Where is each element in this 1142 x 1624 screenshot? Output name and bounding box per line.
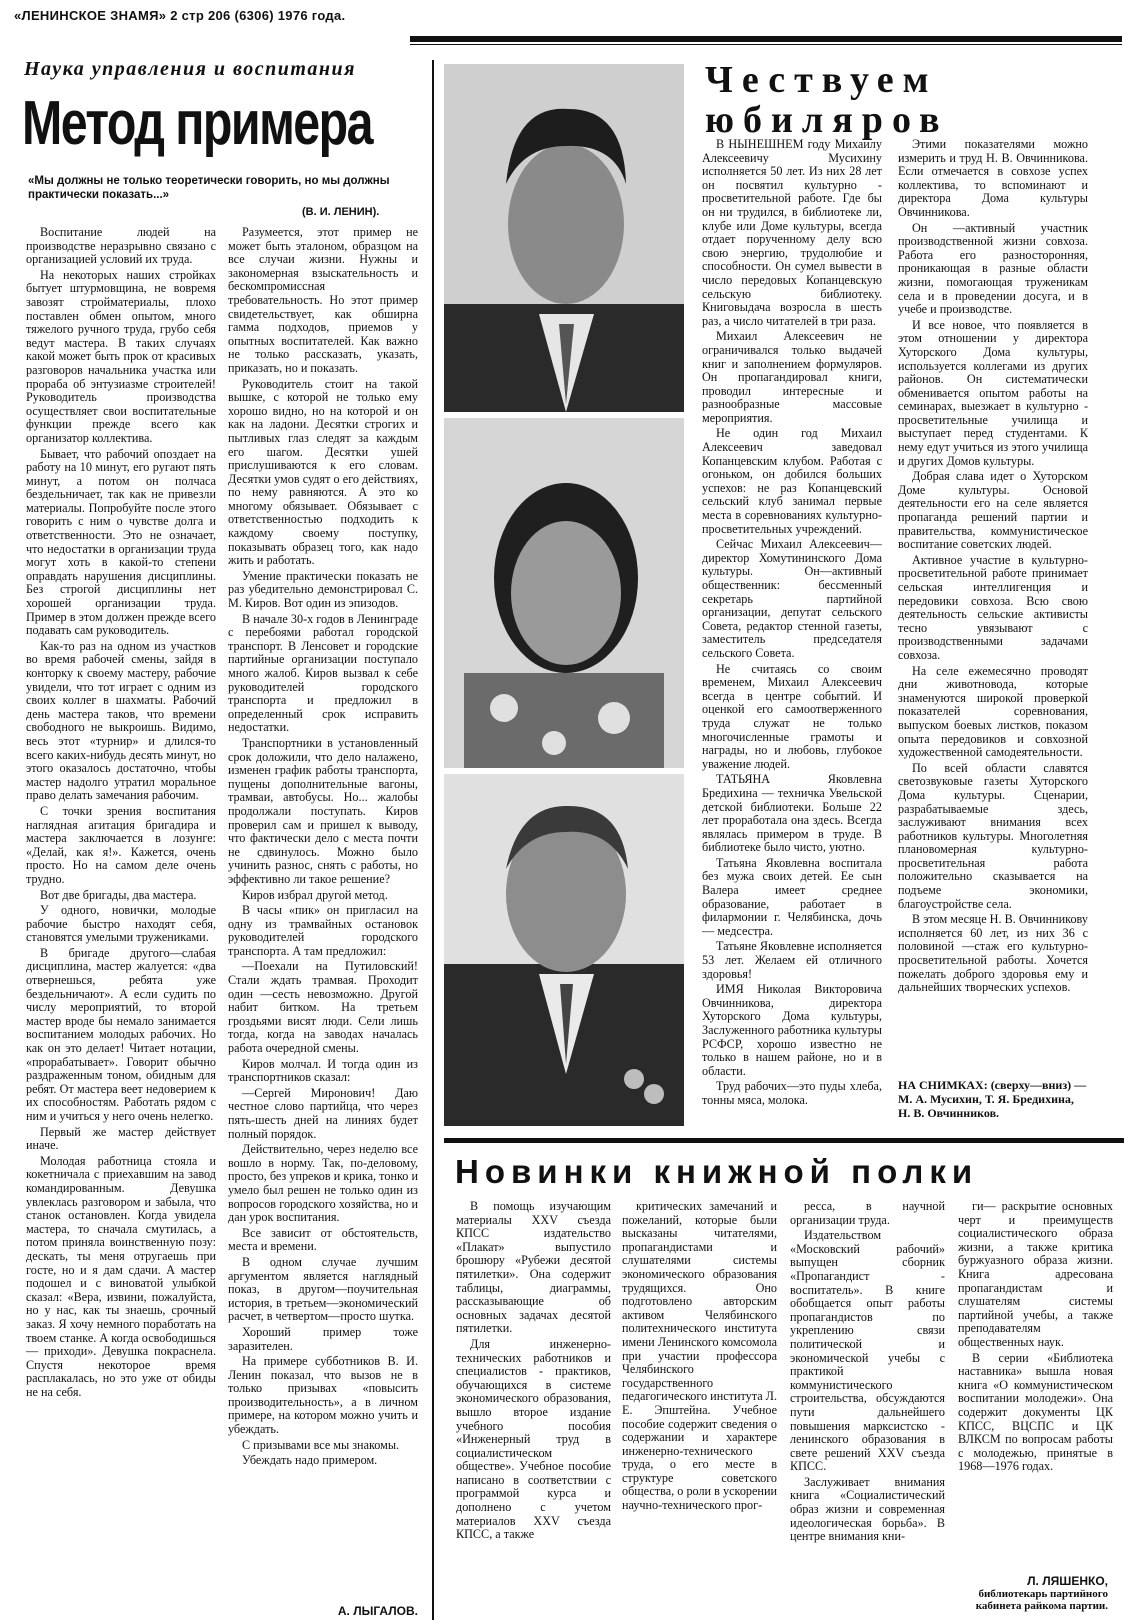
paragraph: Он —активный участник производственной жизни совхоза. Работа его разносторонняя, проникающая в разные области жизни, помогающая труженикам села и в проведении досуга, и в учебе и производстве. [898, 220, 1088, 317]
paragraph: Киров молчал. И тогда один из транспортников сказал: [228, 1056, 418, 1085]
paragraph: В помощь изучающим материалы XXV съезда КПСС издательство «Плакат» выпустило брошюру «Рубежи десятой пятилетки». Она содержит таблицы, диаграммы, рассказывающие об основных задачах десятой пятилетки. [456, 1200, 611, 1336]
books-signature-role: библиотекарь партийного кабинета райкома партии. [975, 1588, 1108, 1612]
paragraph: ресса, в научной организации труда. [790, 1200, 945, 1227]
jubilee-col1 [702, 138, 882, 1128]
paragraph: Для инженерно-технических работников и специалистов - практиков, обучающихся в системе экономического образования, вышло второе издание учебного пособия «Инженерный труд в социалистическом обществе». Учебное пособие написано в соответствии с программой курса и дополнено с учетом материалов XXV съезда КПСС, а также [456, 1336, 611, 1542]
paragraph: В НЫНЕШНЕМ году Михаилу Алексеевичу Мусихину исполняется 50 лет. Из них 28 лет он посвятил культурно - просветительной работе. Где бы он ни трудился, в библиотеке ли, клубе или Доме культуры, всегда отдает порученному делу всю свою энергию, трудолюбие и способности. Он сумел вывести в число передовых Копанцевскую сельскую библиотеку. Книговыдача возросла в шесть раз, а число читателей в три раза. [702, 138, 882, 328]
epigraph: «Мы должны не только теоретически говорить, но мы должны практически показать...» [28, 175, 390, 201]
paragraph: Как-то раз на одном из участков во время рабочей смены, зайдя в конторку к своему мастеру, рабочие увидели, что тот играет с одним из своих коллег в шахматы. Рабочий день мастера таков, что времени свободного не выкроишь. Видимо, весь этот «турнир» и длился-то всего каких-нибудь десять минут, но этого оказалось достаточно, чтобы мастер надолго утратил моральное право делать замечания рабочим. [26, 638, 216, 803]
photo-ovchinnikov [444, 774, 684, 1126]
paragraph: ТАТЬЯНА Яковлевна Бредихина — техничка Увельской детской библиотеки. Больше 22 лет проработала она здесь. Всегда являлась примером в труде. В библиотеке было чисто, уютно. [702, 772, 882, 855]
paragraph: Хороший пример тоже заразителен. [228, 1324, 418, 1353]
left-signature: А. ЛЫГАЛОВ. [337, 1604, 418, 1618]
paragraph: В часы «пик» он пригласил на одну из трамвайных остановок руководителей городского транспорта. А там предложил: [228, 903, 418, 958]
paragraph: В бригаде другого—слабая дисциплина, мастер жалуется: «два отвернешься, ребята уже бездельничают». А если судить по числу мероприятий, то второй мастер вроде бы немало занимается воспитанием молодых рабочих. Но как он это делает! Читает нотации, «прорабатывает». Говорит обычно раздраженным тоном, обидным для ребят. От мастера веет недоверием к их способностям. Работать рядом с ним и учиться у него очень нелегко. [26, 945, 216, 1123]
paragraph: В этом месяце Н. В. Овчинникову исполняется 60 лет, из них 36 с половиной —стаж его культурно-просветительной работы. Хочется пожелать доброго здоровья ему и дальнейших творческих успехов. [898, 912, 1088, 995]
photo-caption: НА СНИМКАХ: (сверху—вниз) — М. А. Мусихин, Т. Я. Бредихина, Н. В. Овчинников. [898, 1078, 1087, 1120]
paragraph: Татьяне Яковлевне исполняется 53 лет. Желаем ей отличного здоровья! [702, 939, 882, 981]
article-title: Метод примера [22, 89, 372, 158]
books-title: Новинки книжной полки [455, 1153, 979, 1190]
paragraph: Руководитель стоит на такой вышке, с которой не только ему хорошо видно, но на которой и он как на ладони. Десятки строгих и пытливых глаз следят за каждым его шагом. Десятки ушей прислушиваются к его словам. Десятки умов судят о его действиях, по нему равняются. А это ко многому обязывает. Обязывает с ответственностью подходить к каждому своему поступку, показывать образец того, как надо жить и работать. [228, 376, 418, 568]
paragraph: Разумеется, этот пример не может быть эталоном, образцом на все случаи жизни. Нужны и закономерная взыскательность и бескомпромиссная требовательность. Но этот пример свидетельствует, как обширна гамма подходов, приемов у опытных воспитателей. Как важно не только рассказать, указать, приказать, но и показать. [228, 226, 418, 375]
paragraph: Активное участие в культурно-просветительной работе принимает сельская интеллигенция и передовики совхоза. Всю свою деятельность сельские активисты тесно увязывают с производственными задачами совхоза. [898, 552, 1088, 662]
masthead: «ЛЕНИНСКОЕ ЗНАМЯ» 2 стр 206 (6306) 1976 года. [14, 8, 346, 23]
paragraph: Киров избрал другой метод. [242, 887, 388, 902]
paragraph: Не один год Михаил Алексеевич заведовал Копанцевским клубом. Работая с огоньком, он добился больших успехов: не раз Копанцевский сельский клуб занимал первые места в соревнованиях культурно-просветительных учреждений. [702, 426, 882, 536]
paragraph: Первый же мастер действует иначе. [26, 1124, 216, 1153]
rubric: Наука управления и воспитания [24, 58, 356, 80]
left-article-col1 [26, 226, 216, 1606]
vertical-rule [432, 60, 434, 1620]
paragraph: И все новое, что появляется в этом отношении у директора Хуторского Дома культуры, используется коллегами из других районов. Он систематически обменивается опытом работы на семинарах, выезжает в культурно - просветительные училища и выступает перед студентами. К нему едут учиться из этого училища и других Домов культуры. [898, 317, 1088, 468]
paragraph: С точки зрения воспитания наглядная агитация бригадира и мастера заключается в лозунге: «Делай, как я!». Кажется, очень просто. Но на самом деле очень трудно. [26, 803, 216, 886]
paragraph: Транспортники в установленный срок доложили, что дело налажено, изменен график работы транспорта, пущены дополнительные вагоны, трамваи, автобусы. Но... жалобы продолжали поступать. Киров проверил сам и пришел к выводу, что фактически дело с места почти не сдвинулось. Можно было учинить разнос, снять с работы, но эффективно ли такое решение? [228, 735, 418, 886]
books-col3 [790, 1200, 945, 1618]
paragraph: Убеждать надо примером. [242, 1453, 378, 1468]
top-rule-thin [410, 44, 1122, 45]
paragraph: Вот две бригады, два мастера. [40, 887, 197, 902]
section-rule [444, 1138, 1124, 1143]
paragraph: —Поехали на Путиловский! Стали ждать трамвая. Проходит один —сесть невозможно. Другой набит битком. На третьем гроздьями висят люди. Сели лишь тогда, когда на заводах началась работа очередной смены. [228, 959, 418, 1056]
paragraph: Не считаясь со своим временем, Михаил Алексеевич всегда в центре событий. И оценкой его самоотверженного труда служат не только многочисленные грамоты и награды, но и любовь, глубокое уважение людей. [702, 661, 882, 771]
paragraph: С призывами все мы знакомы. [242, 1437, 400, 1452]
paragraph: На примере субботников В. И. Ленин показал, что вызов не в только призывах «повысить производительность», а в личном примере, на котором можно учить и убеждать. [228, 1354, 418, 1437]
jubilee-title: Чествуем юбиляров [705, 59, 949, 141]
paragraph: ИМЯ Николая Викторовича Овчинникова, директора Хуторского Дома культуры, Заслуженного работника культуры РСФСР, хорошо известно не только в нашем районе, но и в области. [702, 982, 882, 1078]
paragraph: Бывает, что рабочий опоздает на работу на 10 минут, его ругают пять минут, а потом он полчаса бездельничает, так как не привезли материалы. Попробуйте после этого говорить с ним о чувстве долга и ответственности. Это не означает, что недостатки в организации труда могут хоть в какой-то степени оправдать нарушения дисциплины. Без строгой дисциплины нет хорошей организации труда. Пример в этом должен прежде всего подавать сам руководитель. [26, 446, 216, 638]
paragraph: Все зависит от обстоятельств, места и времени. [228, 1225, 418, 1254]
books-col2 [622, 1200, 777, 1618]
left-article-col2 [228, 226, 418, 1598]
paragraph: На селе ежемесячно проводят дни животновода, которые знаменуются широкой проверкой показателей соревнования, выпуском боевых листков, показом опыта передовиков и совхозной художественной самодеятельности. [898, 663, 1088, 760]
paragraph: Действительно, через неделю все вошло в норму. Так, по-деловому, просто, без упреков и крика, тонко и умело был решен не только один из вопросов городского хозяйства, но и дан урок воспитания. [228, 1142, 418, 1225]
paragraph: Михаил Алексеевич не ограничивался только выдачей книг и заполнением формуляров. Он пропагандировал книги, проводил интересные и разнообразные массовые мероприятия. [702, 329, 882, 425]
jubilee-col2 [898, 138, 1088, 1078]
paragraph: Заслуживает внимания книга «Социалистический образ жизни и современная идеологическая борьба». В центре внимания кни- [790, 1474, 945, 1544]
paragraph: Умение практически показать не раз убедительно демонстрировал С. М. Киров. Вот один из эпизодов. [228, 568, 418, 611]
paragraph: В серии «Библиотека наставника» вышла новая книга «О коммунистическом воспитании молодежи». Она содержит документы ЦК КПСС, ВЦСПС и ЦК ВЛКСМ по вопросам работы с молодежью, принятые в 1968—1976 годах. [958, 1350, 1113, 1474]
books-col4 [958, 1200, 1113, 1570]
paragraph: критических замечаний и пожеланий, которые были высказаны читателями, пропагандистами и слушателями системы экономического образования трудящихся. Оно подготовлено авторским активом Челябинского политехнического института имени Ленинского комсомола при участии профессора Челябинского государственного педагогического института Л. Е. Эпштейна. Учебное пособие содержит сведения о содержании и характере инженерно-технического труда, о его месте в структуре советского общества, о роли в ускорении научно-технического прог- [622, 1200, 777, 1513]
paragraph: Издательством «Московский рабочий» выпущен сборник «Пропагандист - воспитатель». В книге обобщается опыт работы пропагандистов по укреплению связи политической и экономической учебы с практикой коммунистического строительства, обсуждаются пути дальнейшего повышения марксистско - ленинского образования в свете решений XXV съезда КПСС. [790, 1228, 945, 1474]
books-signature: Л. ЛЯШЕНКО, [1027, 1574, 1108, 1588]
top-rule [410, 36, 1122, 42]
paragraph: ги— раскрытие основных черт и преимуществ социалистического образа жизни, а также критика буржуазного образа жизни. Книга адресована пропагандистам и слушателям системы партийной учебы, а также преподавателям общественных наук. [958, 1200, 1113, 1349]
paragraph: На некоторых наших стройках бытует штурмовщина, не вовремя завозят стройматериалы, плохо поставлен обмен опытом, много тяжелого ручного труда, грубо себя ведут мастера. В таких случаях какой может быть прок от красивых разговоров начальника участка или прораба об энтузиазме строителей! Руководитель производства осуществляет свои воспитательные функции прежде всего как организатор коллектива. [26, 267, 216, 445]
epigraph-source: (В. И. ЛЕНИН). [302, 206, 380, 218]
photo-bredikhina [444, 418, 684, 768]
paragraph: В одном случае лучшим аргументом является наглядный показ, в другом—поучительная история, в третьем—экономический расчет, в четвертом—просто шутка. [228, 1254, 418, 1324]
books-col1 [456, 1200, 611, 1618]
paragraph: —Сергей Миронович! Даю честное слово партийца, что через пять-шесть дней на линиях будет полный порядок. [228, 1085, 418, 1141]
paragraph: Этими показателями можно измерить и труд Н. В. Овчинникова. Если отмечается в совхозе успех коллектива, то вспоминают и директора Дома культуры Овчинникова. [898, 138, 1088, 219]
paragraph: В начале 30-х годов в Ленинграде с перебоями работал городской транспорт. В Ленсовет и городские партийные организации поступало много жалоб. Киров вызвал к себе руководителей городского транспорта и предложил в определенный срок исправить недостатки. [228, 611, 418, 735]
paragraph: Сейчас Михаил Алексеевич—директор Хомутининского Дома культуры. Он—активный общественник: бессменный секретарь партийной организации, депутат сельского Совета, редактор стенной газеты, заместитель председателя сельского Совета. [702, 537, 882, 660]
paragraph: Труд рабочих—это пуды хлеба, тонны мяса, молока. [702, 1079, 882, 1107]
paragraph: Воспитание людей на производстве неразрывно связано с организацией условий их труда. [26, 226, 216, 267]
paragraph: Добрая слава идет о Хуторском Доме культуры. Основой деятельности его на селе является пропаганда решений партии и правительства, коммунистическое воспитание советских людей. [898, 469, 1088, 552]
photo-musikhin [444, 64, 684, 412]
paragraph: Татьяна Яковлевна воспитала без мужа своих детей. Ее сын Валера имеет среднее образование, работает в филармонии г. Челябинска, дочь — медсестра. [702, 855, 882, 938]
paragraph: У одного, новички, молодые рабочие быстро находят себя, становятся умелыми тружениками. [26, 903, 216, 945]
paragraph: По всей области славятся светозвуковые газеты Хуторского Дома культуры. Сценарии, разрабатываемые здесь, заслуживают внимания всех работников культуры. Многолетняя плановомерная культурно-просветительная работа положительно сказывается на подъеме экономики, благоустройстве села. [898, 760, 1088, 911]
paragraph: Молодая работница стояла и кокетничала с приехавшим на завод командированным. Девушка увлеклась разговором и забыла, что станок остановлен. Когда увидела мастера, то сначала смутилась, а потом приняла воинственную позу: дескать, ты меня отругаешь при госте, но и я дам сдачи. А мастер подошел и с виноватой улыбкой сказал: «Вера, извини, пожалуйста, но у нас, как ты знаешь, срочный заказ. Я хочу немного поработать на твоем станке. А когда освободишься — приходи». Девушка покраснела. Спустя некоторое время расплакалась, но это уже от обиды не на себя. [26, 1153, 216, 1399]
